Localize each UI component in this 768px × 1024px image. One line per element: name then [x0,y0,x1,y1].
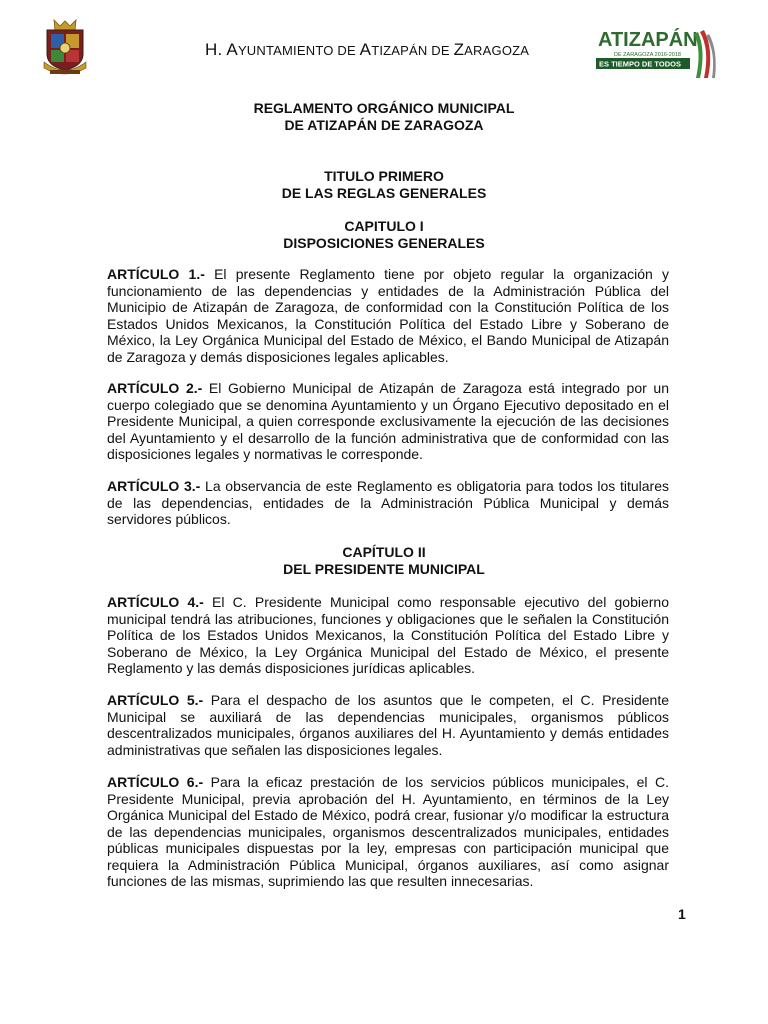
municipal-coat-of-arms-icon [42,18,88,76]
article-1 [107,266,669,365]
brand-name: ATIZAPÁN [598,29,698,51]
chapter-2-heading-line-2: DEL PRESIDENTE MUNICIPAL [283,561,485,577]
article-5 [107,692,669,758]
brand-subtitle: DE ZARAGOZA 2016-2018 [614,52,681,58]
chapter-1-heading [0,218,768,252]
article-6 [107,774,669,890]
page-header [0,14,768,78]
article-6-text: Para la eficaz prestación de los servicios públicos municipales, el C. Presidente Municipal, previa aprobación del H. Ayuntamiento, en términos de la Ley Orgánica Municipal del Estado de México, podrá crear, fusionar y/o modificar la estructura de las dependencias municipales, organismos descentralizados municipales, entidades públicas municipales dispuestas por la ley, empresas con participación municipal que requiera la Administración Pública Municipal, órganos auxiliares, así como asignar funciones de las mismas, suprimiendo las que resulten innecesarias. [107,774,670,889]
header-title: H. AYUNTAMIENTO DE ATIZAPÁN DE ZARAGOZA [205,40,530,59]
article-5-label: ARTÍCULO 5.- [107,692,204,708]
chapter-1-heading-line-2: DISPOSICIONES GENERALES [283,235,485,251]
titulo-heading-line-2: DE LAS REGLAS GENERALES [281,185,487,201]
article-3-label: ARTÍCULO 3.- [107,478,201,494]
article-4 [107,594,669,677]
article-2 [107,380,669,463]
document-title-line-1: REGLAMENTO ORGÁNICO MUNICIPAL [253,100,515,116]
document-title [0,100,768,134]
chapter-1-heading-line-1: CAPITULO I [344,218,424,234]
article-3-text: La observancia de este Reglamento es obligatoria para todos los titulares de las dependencias, entidades de la Administración Pública Municipal y demás servidores públicos. [107,478,669,527]
article-4-label: ARTÍCULO 4.- [107,594,204,610]
titulo-heading-line-1: TITULO PRIMERO [324,168,444,184]
page-number: 1 [678,906,686,922]
article-4-text: El C. Presidente Municipal como responsable ejecutivo del gobierno municipal tendrá las atribuciones, funciones y obligaciones que le señalen la Constitución Política de los Estados Unidos Mexicanos, la Constitución Política del Estado Libre y Soberano de México, la Ley Orgánica Municipal del Estado de México, el presente Reglamento y las demás disposiciones jurídicas aplicables. [107,594,669,676]
titulo-heading [0,168,768,202]
chapter-2-heading [0,544,768,578]
document-title-line-2: DE ATIZAPÁN DE ZARAGOZA [284,117,484,133]
article-1-text: El presente Reglamento tiene por objeto regular la organización y funcionamiento de las dependencias y entidades de la Administración Pública del Municipio de Atizapán de Zaragoza, de conformidad con la Constitución Política de los Estados Unidos Mexicanos, la Constitución Política del Estado Libre y Soberano de México, la Ley Orgánica Municipal del Estado de México, el Bando Municipal de Atizapán de Zaragoza y demás disposiciones legales aplicables. [107,266,669,365]
atizapan-brand-logo [596,20,718,80]
article-6-label: ARTÍCULO 6.- [107,774,204,790]
chapter-2-heading-line-1: CAPÍTULO II [342,544,426,560]
brand-slogan: ES TIEMPO DE TODOS [599,59,681,69]
article-1-label: ARTÍCULO 1.- [107,266,205,282]
article-3 [107,478,669,528]
article-2-label: ARTÍCULO 2.- [107,380,203,396]
article-5-text: Para el despacho de los asuntos que le competen, el C. Presidente Municipal se auxiliará de las dependencias municipales, organismos públicos descentralizados municipales, órganos auxiliares del H. Ayuntamiento y demás entidades administrativas que señalen las disposiciones legales. [107,692,669,758]
article-2-text: El Gobierno Municipal de Atizapán de Zaragoza está integrado por un cuerpo colegiado que se denomina Ayuntamiento y un Órgano Ejecutivo depositado en el Presidente Municipal, a quien corresponde exclusivamente la ejecución de las decisiones del Ayuntamiento y el desarrollo de la función administrativa que de conformidad con las disposiciones legales y normativas le corresponde. [107,380,669,462]
